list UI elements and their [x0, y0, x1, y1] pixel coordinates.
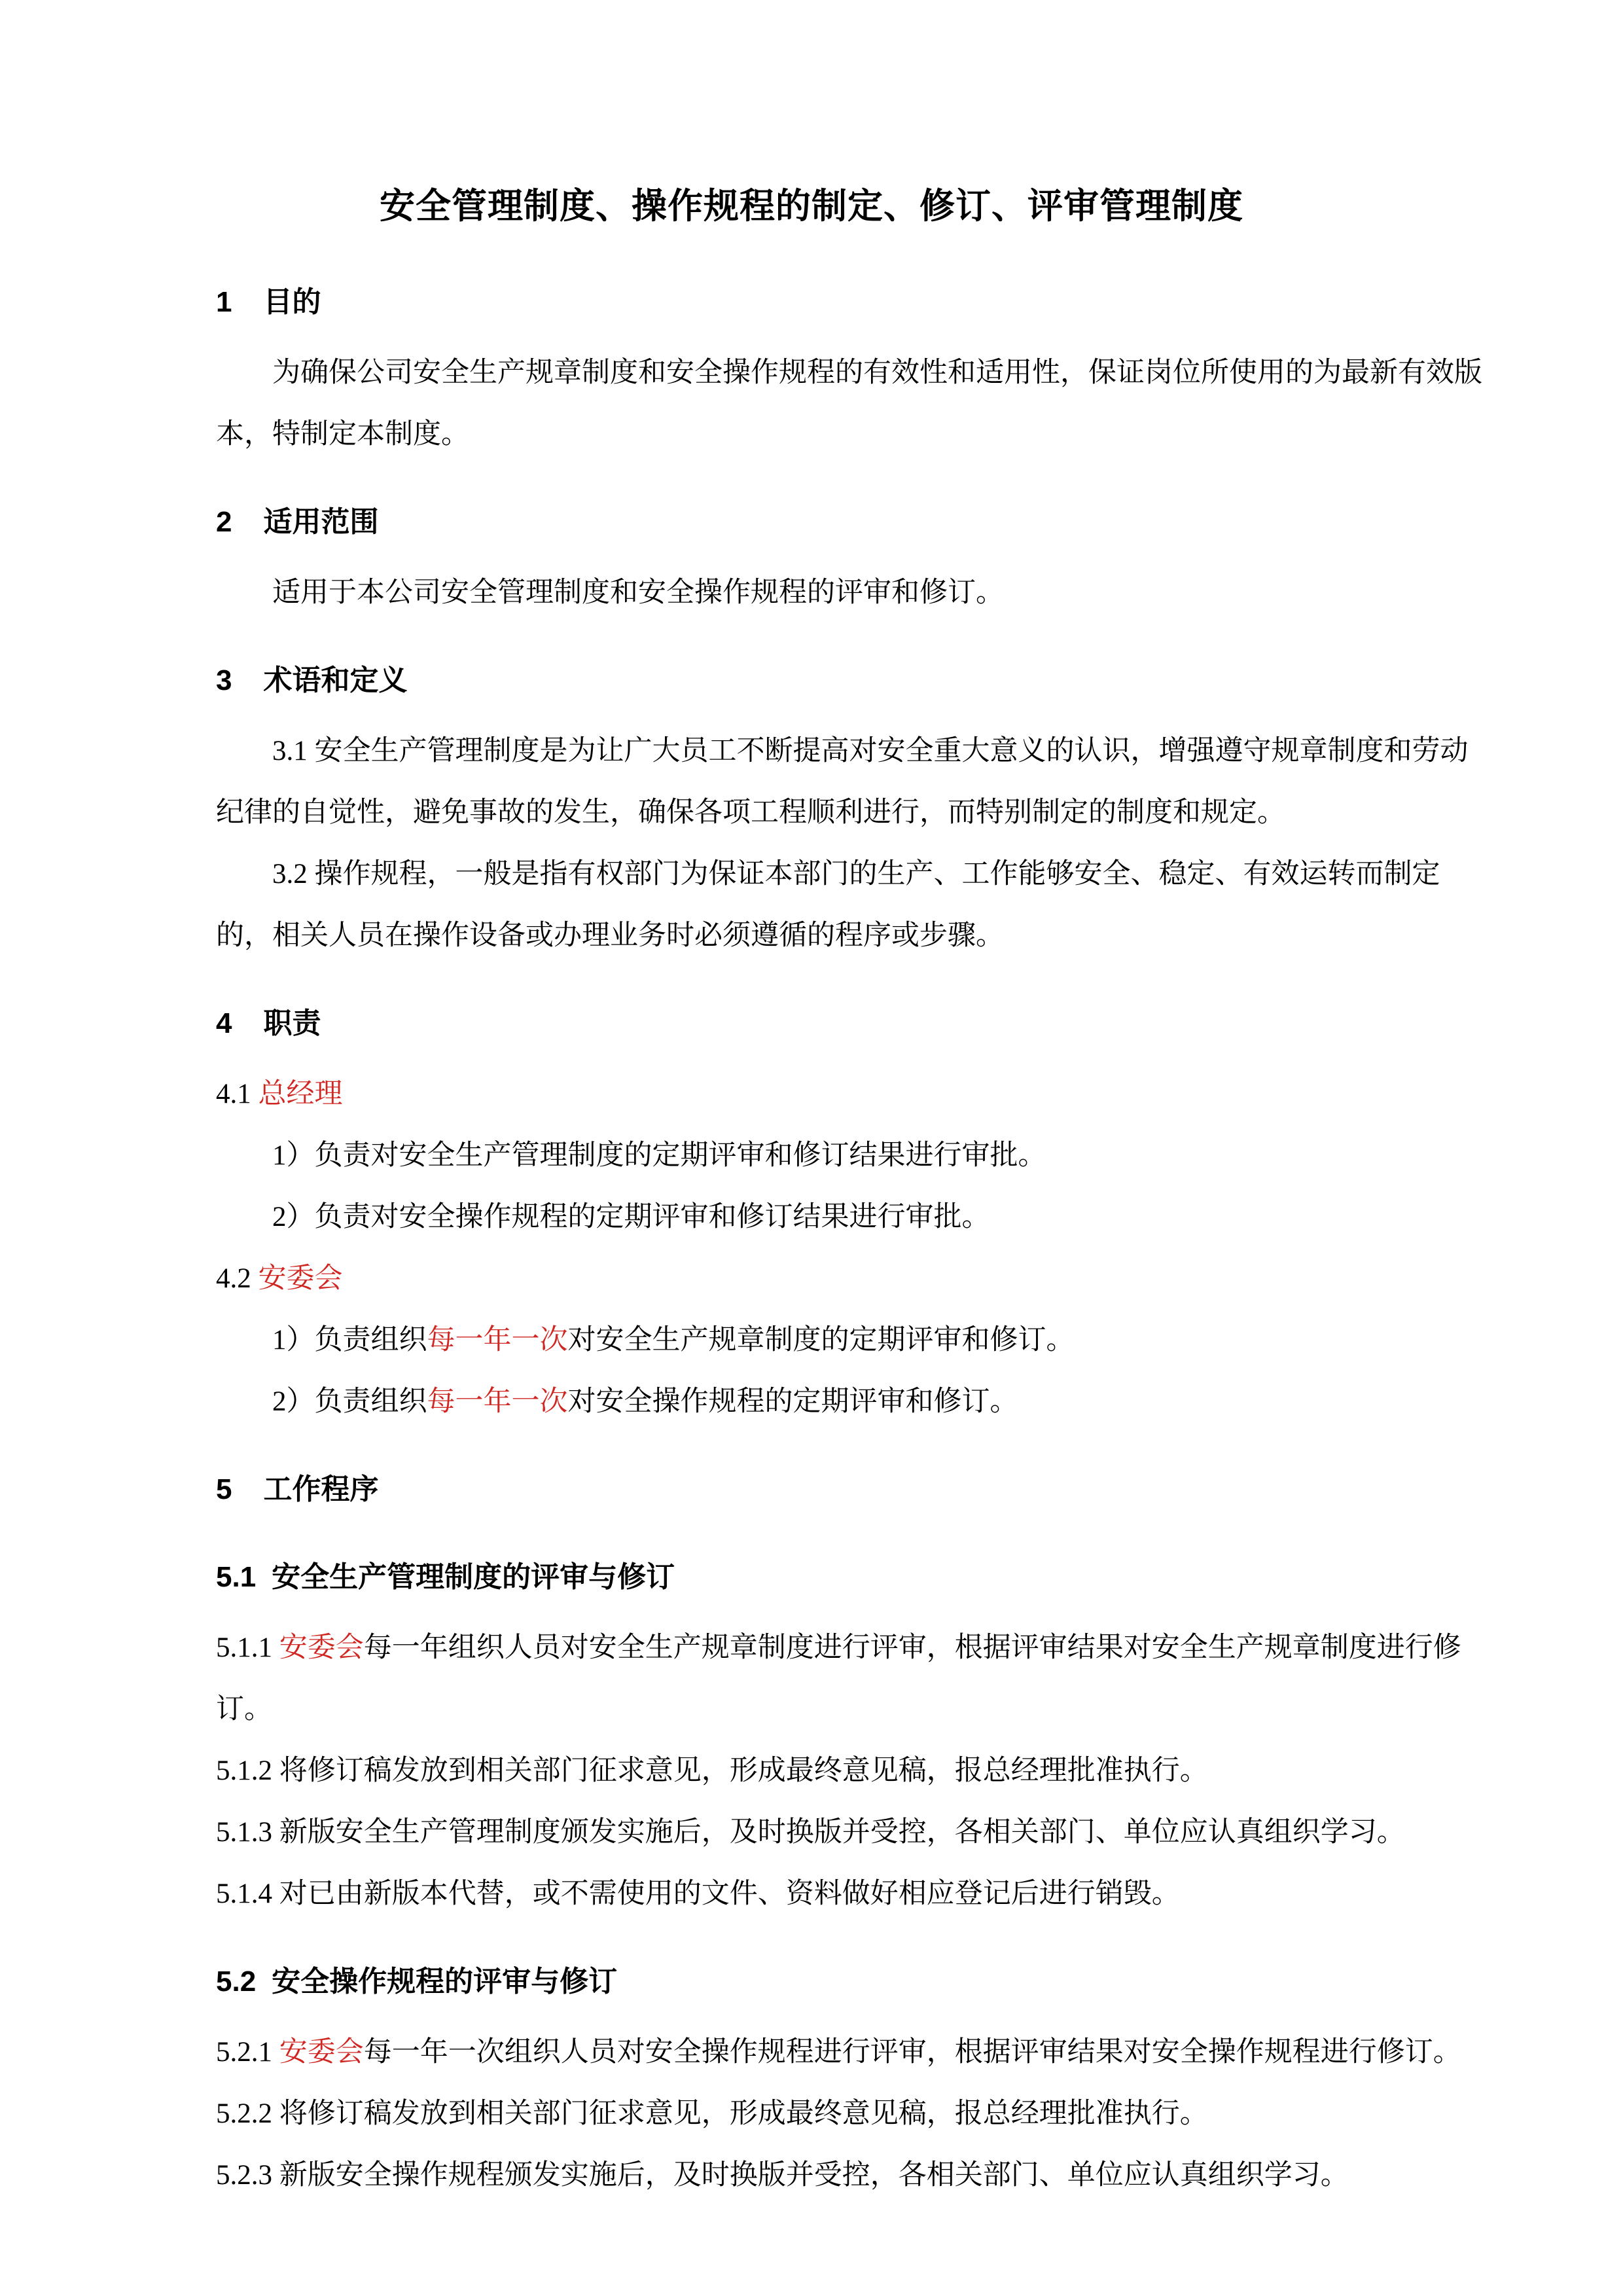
heading-number: 5: [216, 1473, 232, 1505]
text-run: 对安全生产规章制度的定期评审和修订。: [567, 1325, 1075, 1355]
red-text-run: 安委会: [258, 1263, 343, 1294]
document-body: [216, 272, 1486, 2206]
paragraph: [216, 1740, 1486, 1802]
text-run: 每一年组织人员对安全生产规章制度进行评审，根据评审结果对安全生产规章制度进行修订。: [216, 1632, 1461, 1725]
paragraph: [216, 1617, 1486, 1740]
paragraph: [216, 1248, 1486, 1310]
heading-text: 目的: [263, 286, 321, 318]
section-heading-5.1: [216, 1547, 1486, 1608]
section-heading-5.2: [216, 1951, 1486, 2013]
red-text-run: 每一年一次: [427, 1386, 568, 1417]
section-heading-2: [216, 492, 1486, 553]
paragraph: [216, 1863, 1486, 1925]
list-item: [216, 1371, 1486, 1433]
text-run: 3.1 安全生产管理制度是为让广大员工不断提高对安全重大意义的认识，增强遵守规章制度和劳动纪律的自觉性，避免事故的发生，确保各项工程顺利进行，而特别制定的制度和规定。: [216, 736, 1469, 828]
text-run: 3.2 操作规程，一般是指有权部门为保证本部门的生产、工作能够安全、稳定、有效运转而制定的，相关人员在操作设备或办理业务时必须遵循的程序或步骤。: [216, 859, 1440, 951]
text-run: 5.1.1: [216, 1632, 279, 1663]
text-run: 5.1.4 对已由新版本代替，或不需使用的文件、资料做好相应登记后进行销毁。: [216, 1878, 1180, 1909]
heading-text: 适用范围: [263, 506, 379, 538]
section-heading-5: [216, 1459, 1486, 1520]
text-run: 4.1: [216, 1079, 259, 1109]
paragraph: [216, 721, 1486, 844]
paragraph: [216, 1064, 1486, 1125]
text-run: 2）负责对安全操作规程的定期评审和修订结果进行审批。: [272, 1202, 990, 1232]
heading-text: 职责: [263, 1007, 321, 1039]
heading-text: 安全生产管理制度的评审与修订: [272, 1561, 675, 1593]
text-run: 2）负责组织: [272, 1386, 427, 1417]
text-run: 1）负责组织: [272, 1325, 427, 1355]
text-run: 5.2.3 新版安全操作规程颁发实施后，及时换版并受控，各相关部门、单位应认真组织学习。: [216, 2160, 1349, 2191]
red-text-run: 总经理: [258, 1079, 343, 1109]
heading-number: 4: [216, 1007, 232, 1039]
paragraph: [216, 2083, 1486, 2145]
red-text-run: 安委会: [279, 1632, 364, 1663]
heading-number: 3: [216, 664, 232, 696]
text-run: 5.2.2 将修订稿发放到相关部门征求意见，形成最终意见稿，报总经理批准执行。: [216, 2098, 1208, 2129]
list-item: [216, 1310, 1486, 1371]
heading-number: 1: [216, 286, 232, 318]
list-item: [216, 1125, 1486, 1187]
text-run: 为确保公司安全生产规章制度和安全操作规程的有效性和适用性，保证岗位所使用的为最新有效版本，特制定本制度。: [216, 357, 1482, 450]
document-title: 安全管理制度、操作规程的制定、修订、评审管理制度: [380, 187, 1243, 226]
section-heading-3: [216, 650, 1486, 711]
paragraph: [216, 1802, 1486, 1863]
heading-number: 5.2: [216, 1965, 257, 1998]
section-heading-1: [216, 272, 1486, 333]
text-run: 1）负责对安全生产管理制度的定期评审和修订结果进行审批。: [272, 1140, 1046, 1171]
paragraph: [216, 2145, 1486, 2206]
text-run: 5.1.2 将修订稿发放到相关部门征求意见，形成最终意见稿，报总经理批准执行。: [216, 1755, 1208, 1786]
text-run: 5.2.1: [216, 2037, 279, 2068]
text-run: 每一年一次组织人员对安全操作规程进行评审，根据评审结果对安全操作规程进行修订。: [363, 2037, 1461, 2068]
heading-text: 工作程序: [263, 1473, 379, 1505]
paragraph: [216, 844, 1486, 967]
text-run: 4.2: [216, 1263, 259, 1294]
heading-number: 2: [216, 506, 232, 538]
heading-number: 5.1: [216, 1561, 257, 1593]
text-run: 适用于本公司安全管理制度和安全操作规程的评审和修订。: [272, 577, 1004, 608]
text-run: 5.1.3 新版安全生产管理制度颁发实施后，及时换版并受控，各相关部门、单位应认真组织学习。: [216, 1817, 1405, 1848]
red-text-run: 每一年一次: [427, 1325, 568, 1355]
text-run: 对安全操作规程的定期评审和修订。: [567, 1386, 1018, 1417]
section-heading-4: [216, 993, 1486, 1054]
red-text-run: 安委会: [279, 2037, 364, 2068]
heading-text: 安全操作规程的评审与修订: [272, 1965, 618, 1998]
paragraph: [216, 342, 1486, 465]
paragraph: [216, 2022, 1486, 2083]
paragraph: [216, 562, 1486, 624]
list-item: [216, 1187, 1486, 1248]
heading-text: 术语和定义: [263, 664, 408, 696]
